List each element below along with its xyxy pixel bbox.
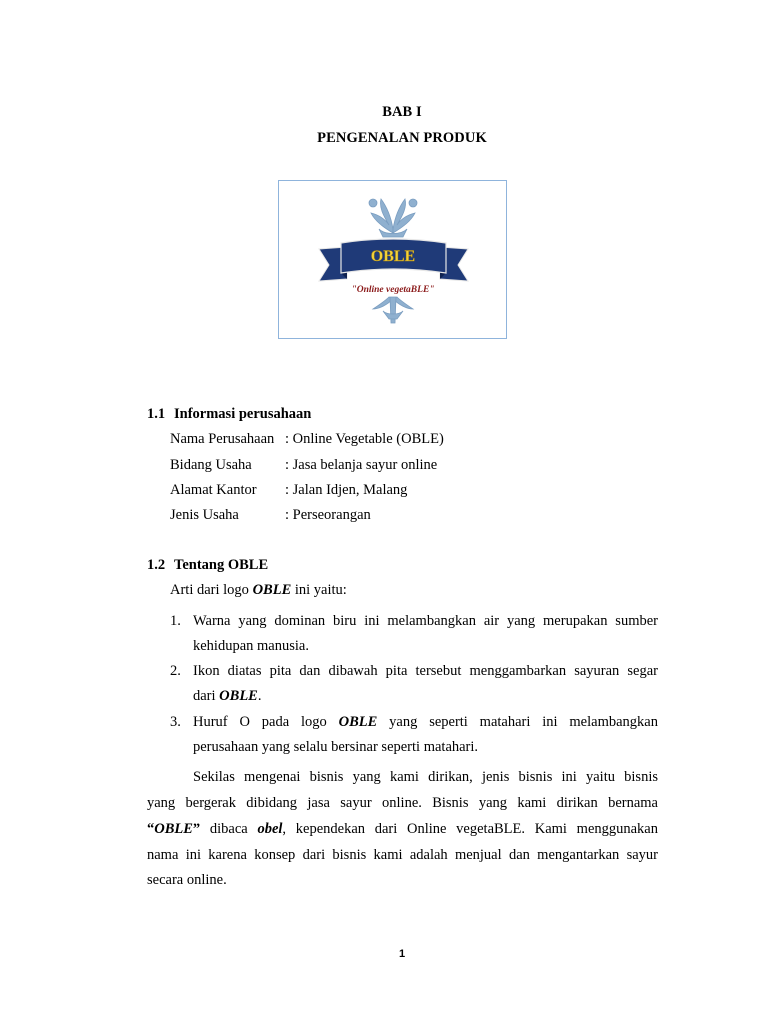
top-leaf-ornament: [369, 199, 417, 237]
info-row-office-address: [170, 482, 407, 499]
section-heading-about-oble: [147, 557, 268, 574]
list-text-line: dari OBLE.: [193, 688, 262, 704]
info-label: Nama Perusahaan: [170, 431, 275, 447]
info-value: : Jasa belanja sayur online: [285, 457, 438, 473]
info-value: : Jalan Idjen, Malang: [285, 482, 408, 498]
obel-emphasis: obel: [257, 821, 283, 837]
body-paragraph-line: “OBLE” dibaca obel, kependekan dari Online vegetaBLE. Kami menggunakan: [147, 821, 658, 837]
section-number: 1.2: [147, 557, 166, 573]
logo-frame: [278, 180, 507, 339]
info-row-company-name: [170, 431, 444, 448]
info-value: : Online Vegetable (OBLE): [285, 431, 444, 447]
list-text-line: Ikon diatas pita dan dibawah pita tersebut menggambarkan sayuran segar: [193, 663, 658, 679]
list-number: 2.: [170, 663, 181, 679]
info-label: Jenis Usaha: [170, 507, 239, 523]
list-text-line: kehidupan manusia.: [193, 638, 309, 654]
info-label: Bidang Usaha: [170, 457, 252, 473]
chapter-title: PENGENALAN PRODUK: [317, 130, 487, 146]
brand-emphasis: OBLE: [219, 688, 258, 704]
body-paragraph-line: nama ini karena konsep dari bisnis kami adalah menjual dan mengantarkan sayur: [147, 847, 658, 863]
body-paragraph-line: yang bergerak dibidang jasa sayur online. Bisnis yang kami dirikan bernama: [147, 795, 658, 811]
intro-text: ini yaitu:: [291, 582, 347, 598]
section-title: Informasi perusahaan: [174, 406, 312, 422]
list-text-line: perusahaan yang selalu bersinar seperti matahari.: [193, 739, 479, 755]
info-label: Alamat Kantor: [170, 482, 257, 498]
body-paragraph-line: secara online.: [147, 872, 227, 888]
info-row-business-field: [170, 457, 437, 474]
brand-emphasis: OBLE: [338, 714, 378, 730]
list-text-line: Warna yang dominan biru ini melambangkan air yang merupakan sumber: [193, 613, 658, 629]
chapter-label: BAB I: [382, 104, 422, 120]
oble-logo: [279, 181, 508, 340]
logo-tagline-text: "Online vegetaBLE": [351, 285, 435, 295]
section-number: 1.1: [147, 406, 166, 422]
logo-brand-text: OBLE: [370, 248, 416, 265]
intro-text: Arti dari logo: [170, 582, 253, 598]
logo-meaning-intro: [170, 582, 347, 599]
body-paragraph-line: Sekilas mengenai bisnis yang kami dirikan, jenis bisnis ini yaitu bisnis: [193, 769, 658, 785]
list-number: 1.: [170, 613, 181, 629]
bottom-leaf-ornament: [373, 297, 413, 323]
section-title: Tentang OBLE: [174, 557, 269, 573]
list-text-line: Huruf O pada logo OBLE yang seperti matahari ini melambangkan: [193, 714, 658, 730]
info-value: : Perseorangan: [285, 507, 371, 523]
page-number: 1: [398, 948, 406, 960]
section-heading-company-info: [147, 406, 311, 423]
list-number: 3.: [170, 714, 181, 730]
info-row-business-type: [170, 507, 371, 524]
brand-emphasis: OBLE: [154, 821, 193, 837]
brand-emphasis: OBLE: [252, 582, 292, 598]
